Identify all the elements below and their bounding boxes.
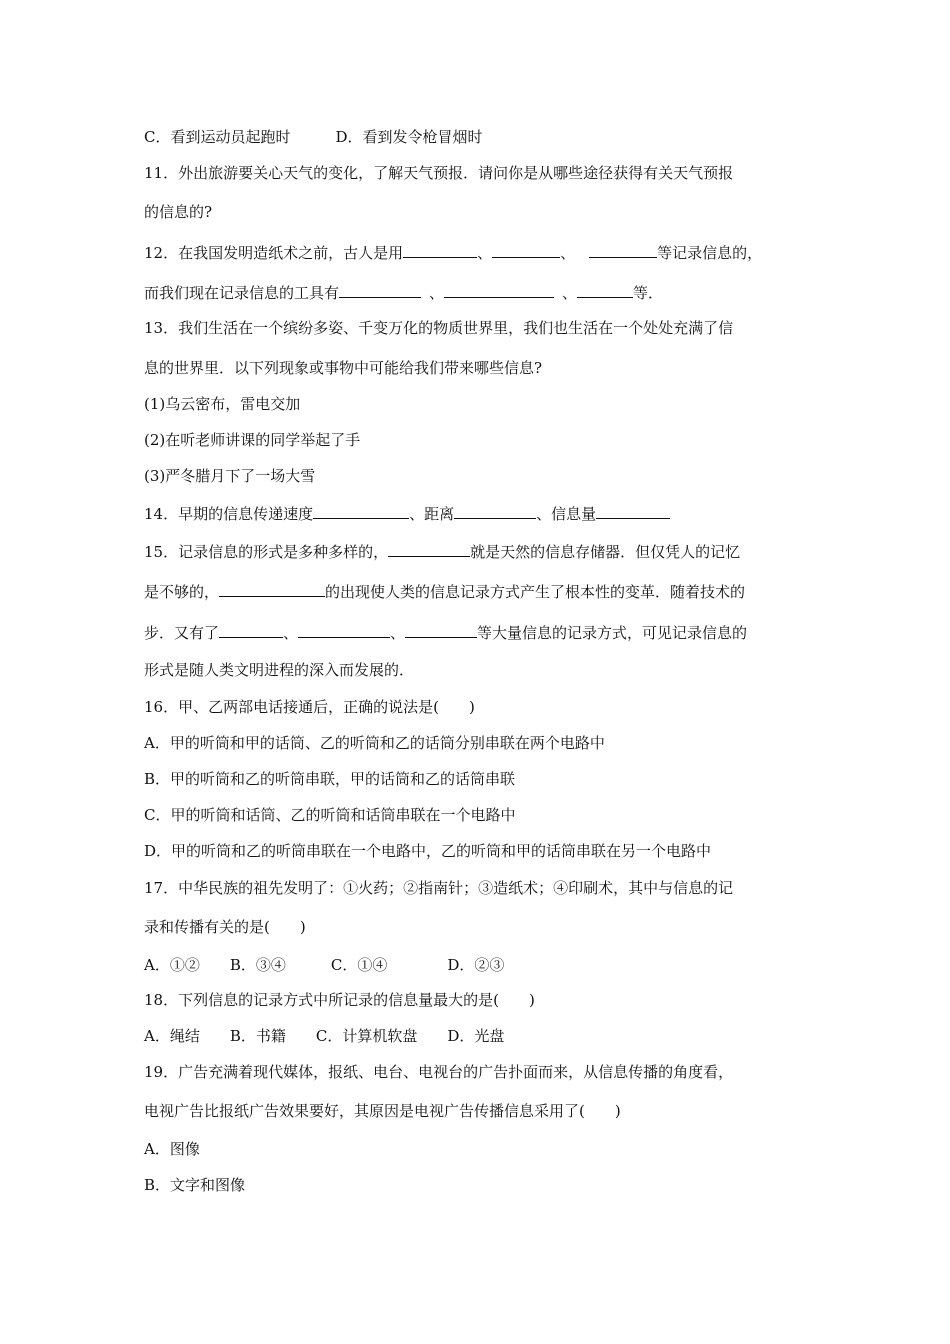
question-12-tail: 等记录信息的， [657,244,763,262]
question-15-line-2 [144,580,745,600]
fill-blank [403,241,477,258]
fill-blank [339,281,421,298]
question-15-text: 的出现使人类的信息记录方式产生了根本性的变革．随着技术的 [325,583,746,601]
fill-blank [313,502,409,519]
question-16-option-b: B．甲的听筒和乙的听筒串联，甲的话筒和乙的话筒串联 [144,770,516,788]
question-17-line-2: 录和传播有关的是( ) [144,918,306,936]
question-13-line-2: 息的世界里．以下列现象或事物中可能给我们带来哪些信息? [144,359,543,377]
question-12-tail: 等． [633,284,664,302]
option-line: C．看到运动员起跑时 D．看到发令枪冒烟时 [144,128,483,146]
question-19-option-a: A．图像 [144,1140,200,1158]
question-17-options: A．①② B．③④ C．①④ D．②③ [144,956,505,974]
fill-blank [589,241,657,258]
question-15-line-1 [144,540,740,560]
question-15-line-4: 形式是随人类文明进程的深入而发展的． [144,661,415,679]
separator: 、 [477,244,493,262]
question-15-text: 就是天然的信息存储器．但仅凭人的记忆 [470,543,741,561]
question-16-option-a: A．甲的听筒和甲的话筒、乙的听筒和乙的话筒分别串联在两个电路中 [144,734,605,752]
question-15-text: 是不够的， [144,583,220,601]
fill-blank [405,621,477,638]
separator: 、 [283,624,299,642]
question-16-option-c: C．甲的听筒和话筒、乙的听筒和话筒串联在一个电路中 [144,806,516,824]
separator: 、 [560,244,576,262]
question-13-item-1: (1)乌云密布，雷电交加 [144,395,301,413]
question-15-text: 15．记录信息的形式是多种多样的， [144,543,389,561]
fill-blank [219,621,283,638]
question-11-line-1: 11．外出旅游要关心天气的变化，了解天气预报．请问你是从哪些途径获得有关天气预报 [144,164,734,182]
question-11-line-2: 的信息的? [144,203,213,221]
question-15-tail: 等大量信息的记录方式，可见记录信息的 [477,624,748,642]
fill-blank [577,281,633,298]
question-17-line-1: 17．中华民族的祖先发明了：①火药；②指南针；③造纸术；④印刷术，其中与信息的记 [144,879,734,897]
question-19-option-b: B．文字和图像 [144,1176,246,1194]
separator: 、 [390,624,406,642]
question-13-item-3: (3)严冬腊月下了一场大雪 [144,467,316,485]
fill-blank [492,241,560,258]
question-18-line: 18．下列信息的记录方式中所记录的信息量最大的是( ) [144,991,535,1009]
fill-blank [298,621,390,638]
question-19-line-1: 19．广告充满着现代媒体，报纸、电台、电视台的广告扑面而来，从信息传播的角度看， [144,1063,734,1081]
question-13-line-1: 13．我们生活在一个缤纷多姿、千变万化的物质世界里，我们也生活在一个处处充满了信 [144,319,734,337]
question-12-text: 而我们现在记录信息的工具有 [144,284,340,302]
separator: 、 [562,284,578,302]
question-12-text: 12．在我国发明造纸术之前，古人是用 [144,244,404,262]
fill-blank [454,502,536,519]
fill-blank [219,580,325,597]
question-14-text: 、信息量 [536,505,597,523]
question-14-text: 14．早期的信息传递速度 [144,505,314,523]
question-19-line-2: 电视广告比报纸广告效果要好，其原因是电视广告传播信息采用了( ) [144,1102,621,1120]
question-12-line-1 [144,241,762,261]
fill-blank [388,540,470,557]
question-12-line-2 [144,281,663,301]
question-14-text: 、距离 [409,505,455,523]
fill-blank [596,502,670,519]
question-15-line-3 [144,621,747,641]
separator: 、 [429,284,445,302]
question-15-text: 步．又有了 [144,624,220,642]
question-16-line: 16．甲、乙两部电话接通后，正确的说法是( ) [144,698,475,716]
question-14-line [144,502,670,522]
question-13-item-2: (2)在听老师讲课的同学举起了手 [144,431,361,449]
question-18-options: A．绳结 B．书籍 C．计算机软盘 D．光盘 [144,1027,505,1045]
fill-blank [444,281,554,298]
question-16-option-d: D．甲的听筒和乙的听筒串联在一个电路中，乙的听筒和甲的话筒串联在另一个电路中 [144,842,712,860]
